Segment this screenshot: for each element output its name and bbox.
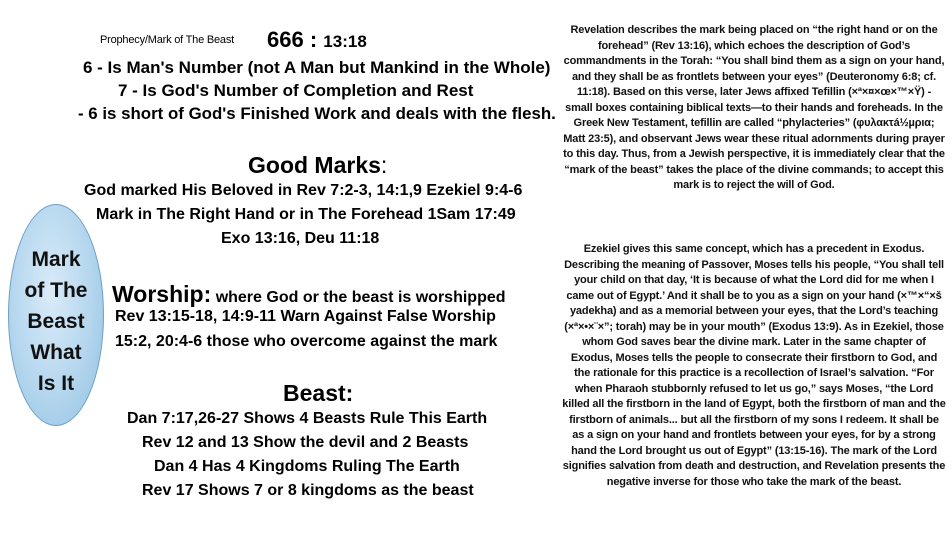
worship-subtitle: where God or the beast is worshipped (215, 289, 506, 306)
good-marks-line-2: Mark in The Right Hand or in The Forehead 1Sam 17:49 (96, 206, 516, 223)
beast-line-4: Rev 17 Shows 7 or 8 kingdoms as the beast (142, 482, 474, 499)
oval-line-2: of The (24, 279, 88, 302)
worship-title: Worship: (112, 281, 212, 307)
beast-title: Beast: (283, 380, 354, 406)
header-separator: : (309, 27, 318, 52)
oval-line-3: Beast (27, 310, 85, 333)
header-reference: 13:18 (323, 32, 367, 51)
oval-label (8, 244, 104, 399)
oval-line-4: What (30, 341, 82, 364)
intro-line-1: 6 - Is Man's Number (not A Man but Mankind in the Whole) (83, 58, 551, 77)
good-marks-title: Good Marks (248, 152, 381, 178)
header-small-label: Prophecy/Mark of The Beast (100, 34, 234, 46)
oval-line-5: Is It (37, 372, 75, 395)
worship-line-2: 15:2, 20:4-6 those who overcome against the mark (115, 333, 498, 350)
oval-line-1: Mark (31, 248, 81, 271)
right-paragraph-1: Revelation describes the mark being placed on “the right hand or on the forehead” (Rev 13:16), which echoes the description of God’s commandments in the Torah: “You shall bind them as a sign on your hand, and they shall be as frontlets between your eyes” (Deuteronomy 6:8; cf. 11:18). Based on this verse, later Jews affixed Tefillin (×ª×¤×œ×™×Ÿ) - small boxes containing biblical texts—to their hands and foreheads. In the Greek New Testament, tefillin are called “phylacteries” (φυλακτá½µρια; Matt 23:5), and observant Jews wear these ritual adornments during prayer to this day. Thus, from a Jewish perspective, it is immediately clear that the “mark of the beast” takes the place of the divine commands; to accept this mark is to reject the will of God. (563, 24, 945, 191)
header-number: 666 (267, 27, 304, 52)
beast-line-2: Rev 12 and 13 Show the devil and 2 Beasts (142, 434, 469, 451)
right-paragraph-2: Ezekiel gives this same concept, which has a precedent in Exodus. Describing the meaning of Passover, Moses tells his people, “You shall tell your child on that day, ‘It is because of what the Lord did for me when I came out of Egypt.’ And it shall be to you as a sign on your hand (×™×“×š yadekha) and as a memorial between your eyes, that the Lord’s teaching (×ª×•×¨×”; torah) may be in your mouth” (Exodus 13:9). As in Ezekiel, those whom God saves bear the divine mark. Later in the same chapter of Exodus, Moses tells the people to consecrate their firstborn to God, and the rationale for this practice is a recollection of Israel’s salvation. “For when Pharaoh stubbornly refused to let us go,” says Moses, “the Lord killed all the firstborn in the land of Egypt, both the firstborn of man and the firstborn of animals... but all the firstborn of my sons I redeem. It shall be as a sign on your hand and frontlets between your eyes, for by a strong hand the Lord brought us out of Egypt” (13:15-16). The mark of the Lord signifies salvation from death and destruction, and Revelation presents the negative inverse for those who take the mark of the beast. (562, 243, 946, 488)
intro-line-2: 7 - Is God's Number of Completion and Rest (118, 81, 474, 100)
beast-line-1: Dan 7:17,26-27 Shows 4 Beasts Rule This Earth (127, 410, 488, 427)
worship-line-1: Rev 13:15-18, 14:9-11 Warn Against False Worship (115, 308, 496, 325)
header-title (267, 27, 367, 53)
worship-heading (112, 281, 506, 308)
intro-line-3: - 6 is short of God's Finished Work and deals with the flesh. (78, 104, 556, 123)
good-marks-colon: : (380, 152, 388, 178)
good-marks-heading (248, 152, 387, 179)
beast-line-3: Dan 4 Has 4 Kingdoms Ruling The Earth (154, 458, 460, 475)
good-marks-line-3: Exo 13:16, Deu 11:18 (221, 230, 380, 247)
good-marks-line-1: God marked His Beloved in Rev 7:2-3, 14:1,9 Ezekiel 9:4-6 (84, 182, 523, 199)
